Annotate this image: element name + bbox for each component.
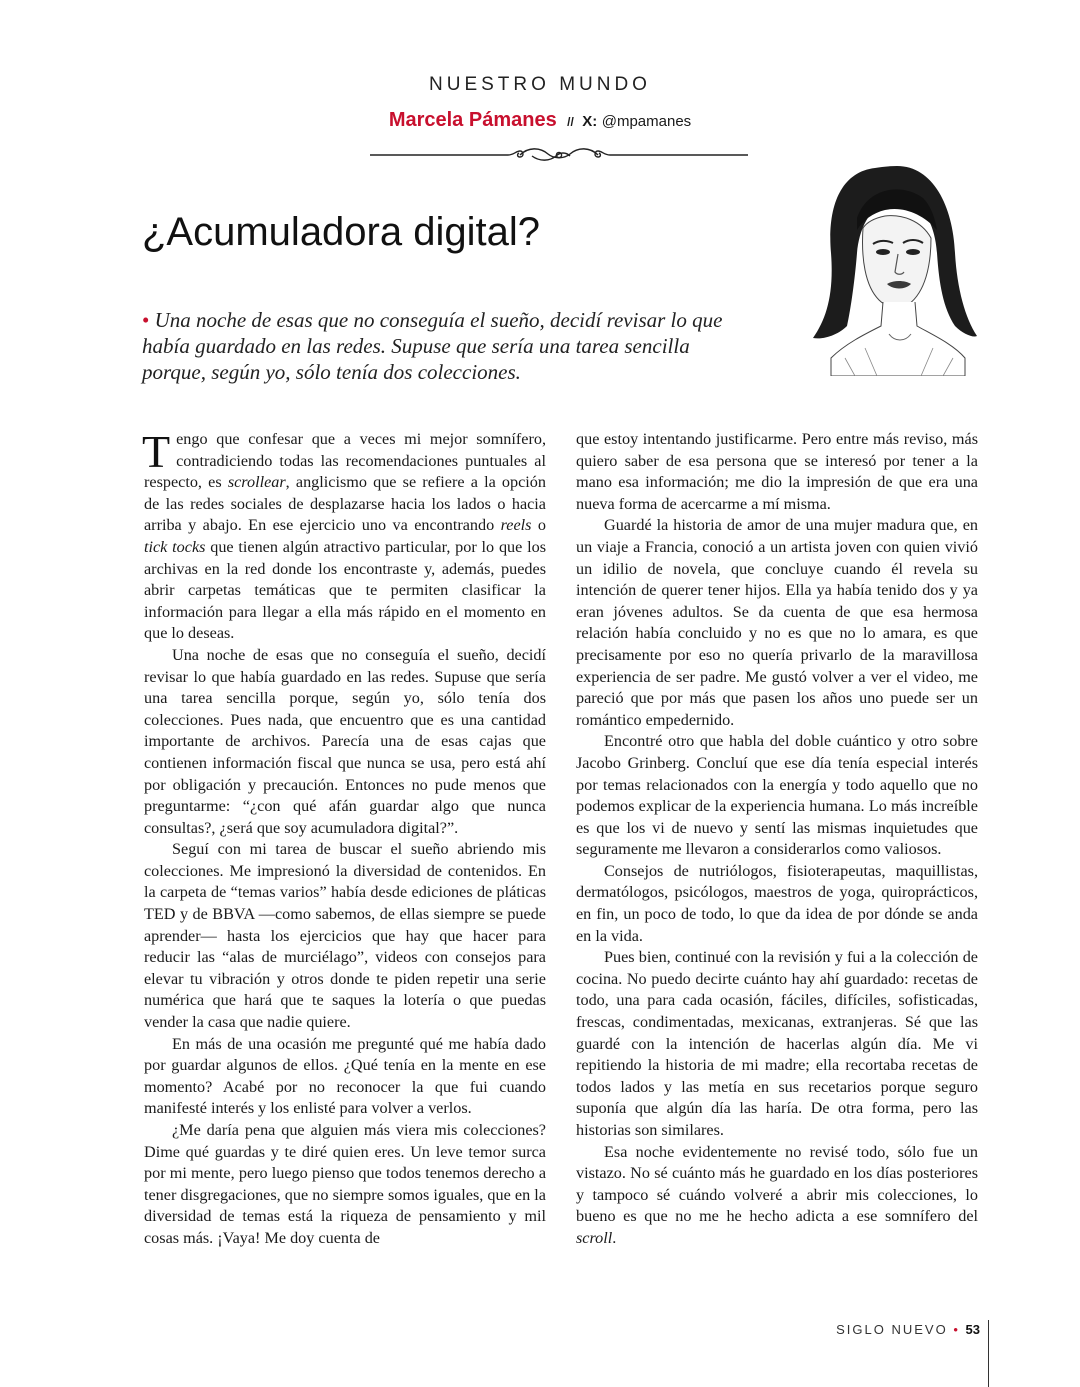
italic-term: scrollear (227, 473, 286, 492)
page-footer (800, 1322, 980, 1337)
body-paragraph (144, 645, 546, 839)
paragraph-text: Consejos de nutriólogos, fisioterapeutas, maquillistas, dermatólogos, psicólogos, maestros de yoga, quiroprácticos, en fin, un poco de todo, lo que da idea de por dónde se anda en la vida. (576, 861, 978, 945)
paragraph-text: ¿Me daría pena que alguien más viera mis colecciones? Dime qué guardas y te diré quien eres. Un leve temor surca por mi mente, pero luego pienso que todos tenemos derecho a tener disgregaciones, que no siempre somos iguales, que en la diversidad de temas está la riqueza de pensamiento y mil cosas más. ¡Vaya! Me doy cuenta de (144, 1121, 546, 1247)
paragraph-text: Esa noche evidentemente no revisé todo, sólo fue un vistazo. No sé cuánto más he guardado en los días posteriores y tampoco sé cuándo volveré a abrir mis colecciones, lo bueno es que no me he hecho adicta a ese somnífero del (576, 1142, 978, 1226)
author-name: Marcela Pámanes (388, 109, 557, 131)
body-paragraph (576, 947, 978, 1141)
paragraph-text: o (531, 516, 546, 535)
paragraph-text: Una noche de esas que no conseguía el sueño, decidí revisar lo que había guardado en las redes. Supuse que sería una tarea sencilla porque, según yo, sólo tenía dos colecciones. Pues nada, que encuentro que es una cantidad importante de archivos. Parecía una de esas cajas que contienen información fiscal que nunca se usa, pero está ahí por obligación y precaución. Entonces no pude menos que preguntarme: “¿con qué afán guardar algo que nunca consultas?, ¿será que soy acumuladora digital?”. (144, 645, 546, 837)
italic-term: scroll (576, 1228, 613, 1247)
body-paragraph (144, 1120, 546, 1250)
dropcap: T (142, 426, 171, 477)
paragraph-text: que estoy intentando justificarme. Pero entre más reviso, más quiero saber de esa persona que se interesó por tener a la mano esa información; me dio la impresión de que era una nueva forma de acercarme a mí misma. (576, 430, 978, 513)
paragraph-text: Pues bien, continué con la revisión y fui a la colección de cocina. No puedo decirte cuánto hay ahí guardado: recetas de todo, una para cada ocasión, fáciles, difíciles, sofisticadas, frescas, condimentadas, mexicanas, extranjeras. Sé que las guardé con la intención de hacerlas algún día. Me vi repitiendo la historia de mi madre; ella recortaba recetas de todos lados y las metía en sus recetarios porque seguro suponía que algún día las haría. De otra forma, pero las historias son similares. (576, 948, 978, 1139)
body-paragraph (142, 426, 547, 645)
paragraph-text: Encontré otro que habla del doble cuántico y otro sobre Jacobo Grinberg. Concluí que ese día tenía especial interés por temas relacionados con la energía y todo aquello que no podemos explicar de la experiencia humana. Lo más increíble es que los vi de nuevo y sentí las mismas inquietudes que seguramente me llevaron a considerarlos como valiosos. (576, 732, 978, 859)
body-paragraph (576, 861, 978, 947)
page-number: 53 (965, 1322, 980, 1337)
paragraph-text: que tienen algún atractivo particular, por lo que los archivas en la red donde los encontraste y, además, puedes abrir carpetas temáticas que te permiten clasificar la información para llegar a ella más rápido en el momento en que lo deseas. (144, 537, 547, 643)
author-handle[interactable]: @mpamanes (601, 113, 692, 130)
footer-rule (988, 1320, 989, 1387)
divider-ornament-icon (370, 145, 748, 165)
body-paragraph (576, 515, 978, 731)
body-paragraph (576, 429, 978, 515)
body-paragraph (576, 1142, 978, 1250)
paragraph-text: engo que confesar que a veces mi mejor somnífero, contradiciendo todas las recomendaciones puntuales al respecto, es (144, 430, 546, 492)
byline (340, 109, 740, 132)
lead-bullet: • (142, 308, 150, 332)
magazine-name: SIGLO NUEVO (836, 1322, 948, 1337)
x-label: X: (582, 113, 598, 130)
paragraph-text: Guardé la historia de amor de una mujer madura que, en un viaje a Francia, conoció a un artista joven con quien vivió un idilio de novela, que concluye cuando él revela su intención de querer tener hijos. Ella ya había tenido dos y ya eran jóvenes adultos. Se da cuenta de que esa hermosa relación había concluido y no es que no lo amara, es que precisamente por eso no quería privarlo de la maravillosa experiencia de ser padre. Me gustó volver a ver el video, me pareció que por más que pasen los años uno puede ser un romántico empedernido. (576, 516, 978, 729)
paragraph-text: Seguí con mi tarea de buscar el sueño abriendo mis colecciones. Me impresionó la diversidad de contenidos. En la carpeta de “temas varios” había desde ediciones de pláticas TED y de BBVA —como sabemos, de ellas siempre se puede aprender— hasta los ejercicios que hay que hacer para reducir las “alas de murciélago”, videos con consejos para elevar tu vibración y otros donde te piden repetir una serie numérica que hará que te saques la lotería o que puedas vender la casa que nadie quiere. (144, 840, 546, 1032)
italic-term: tick tocks (144, 537, 206, 556)
body-column-left (142, 426, 547, 1250)
italic-term: reels (500, 516, 532, 535)
lead-text: Una noche de esas que no conseguía el sueño, decidí revisar lo que había guardado en las redes. Supuse que sería una tarea sencilla porque, según yo, sólo tenía dos colecciones. (142, 308, 723, 384)
byline-separator: // (567, 115, 574, 129)
paragraph-text: En más de una ocasión me pregunté qué me había dado por guardar algunos de ellos. ¿Qué tenía en la mente en ese momento? Acabé por no reconocer la que fui cuando manifesté interés y los enlisté para volver a verlos. (144, 1034, 546, 1118)
body-column-right (576, 429, 978, 1250)
paragraph-text: , anglicismo que se refiere a la opción de las redes sociales de desplazarse hacia los lados o hacia arriba y abajo. En ese ejercicio uno va encontrando (144, 473, 546, 535)
article-lead (142, 307, 742, 385)
body-paragraph (576, 731, 978, 861)
section-label: NUESTRO MUNDO (429, 74, 651, 95)
body-paragraph (144, 839, 546, 1033)
article-title: ¿Acumuladora digital? (142, 210, 540, 254)
paragraph-text: . (612, 1228, 617, 1247)
footer-dot: • (953, 1322, 960, 1337)
body-paragraph (144, 1034, 546, 1120)
author-portrait (805, 158, 980, 376)
